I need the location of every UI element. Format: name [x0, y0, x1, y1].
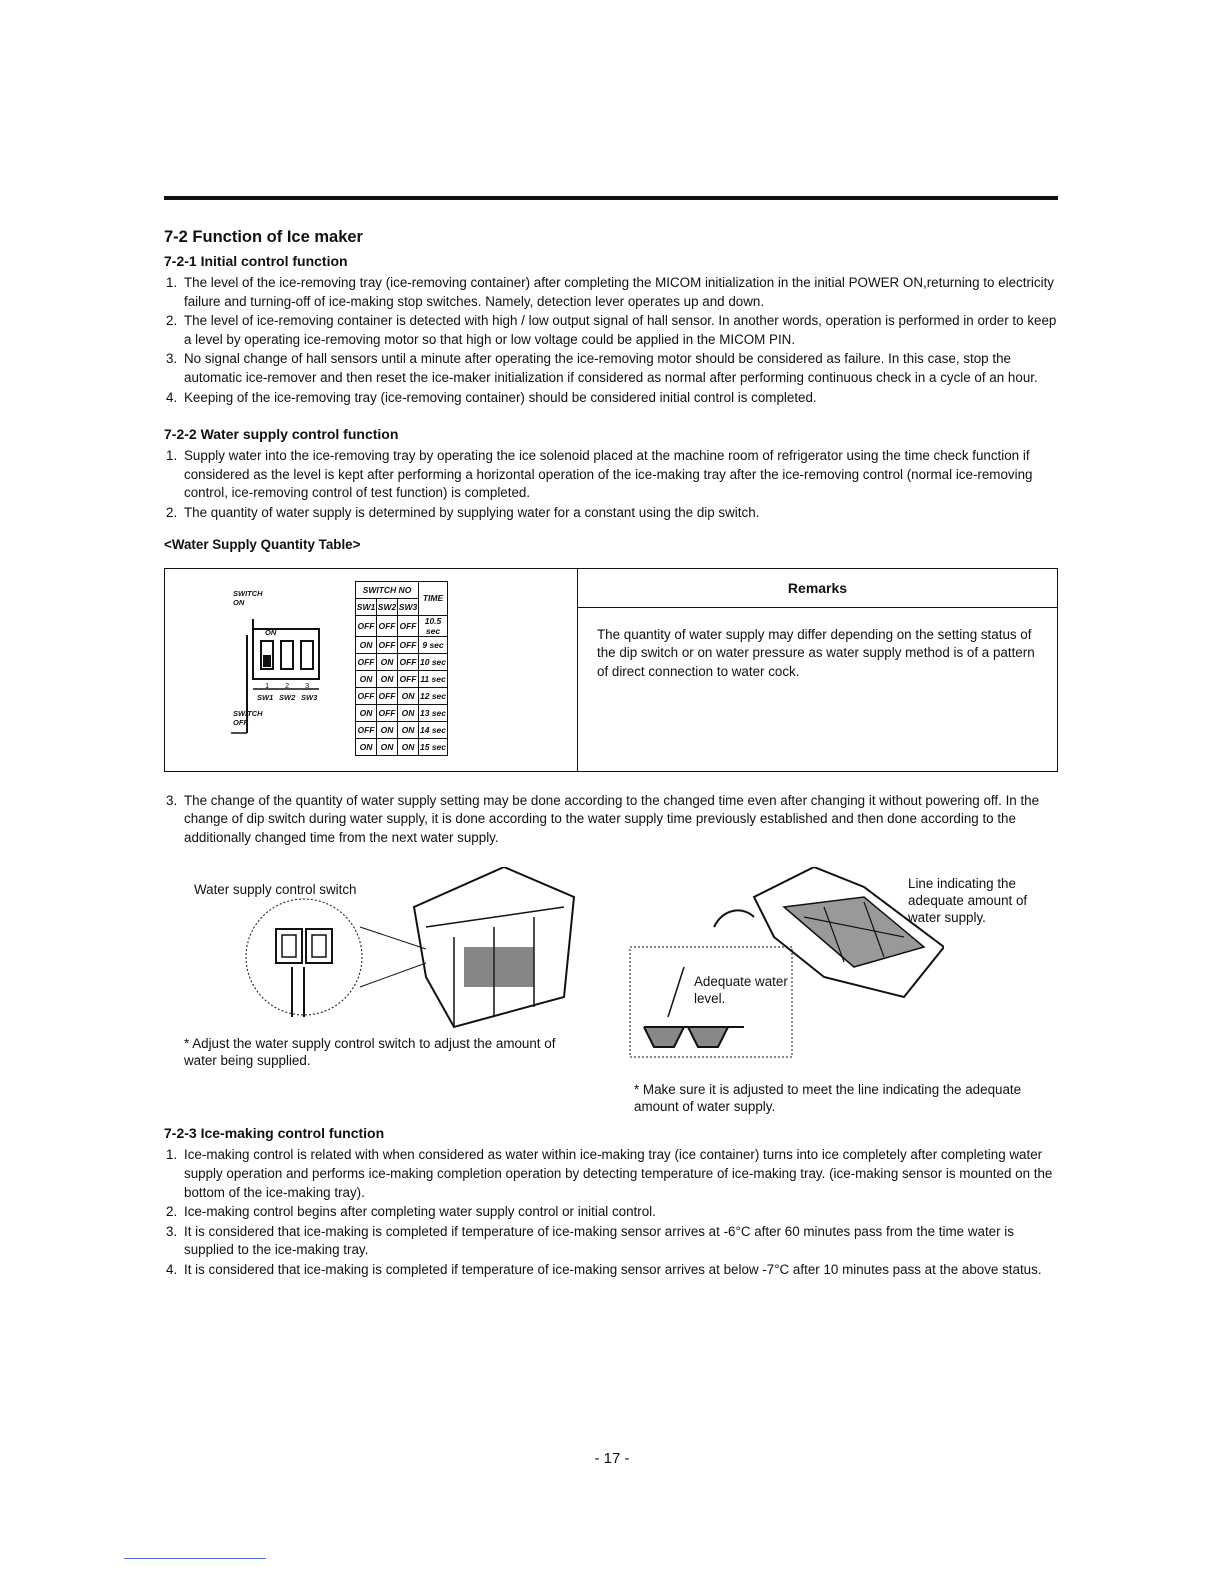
table-row: ON OFF ON 13 sec [356, 704, 448, 721]
remarks-heading: Remarks [578, 569, 1057, 608]
list-item: 1. Supply water into the ice-removing tray by operating the ice solenoid placed at the machine room of refrigerator using the time check function if considered as the level is kept after performing a horizontal operation of the ice-making tray after the ice-removing control (normal ice-removing control, ice-removing control of test function) is completed. [166, 448, 1033, 501]
switch-time-table: SWITCH NO TIME SW1 SW2 SW3 OFF OFF OFF 10.5 sec ON OFF OFF 9 sec OFF ON OFF 10 sec ON ON OFF 11 sec OFF OFF ON 12 sec ON OFF ON 13 sec OFF ON ON 14 sec ON ON ON 15 sec [355, 581, 448, 756]
subsection-title-water: 7-2-2 Water supply control function [164, 426, 399, 443]
list-item: 1. Ice-making control is related with when considered as water within ice-making tray (ice container) turns into ice completely after completing water supply operation and performs ice-making completion operation by detecting temperature of ice-making tray. (ice-making sensor is mounted on the bottom of the ice-making tray). [166, 1147, 1053, 1200]
switch-on-label: SWITCH ON [233, 588, 263, 607]
right-figure-caption: * Make sure it is adjusted to meet the line indicating the adequate amount of water supply. [634, 1082, 1022, 1115]
initial-control-list [164, 274, 1058, 407]
subsection-title-ice-making: 7-2-3 Ice-making control function [164, 1125, 385, 1142]
remarks-panel [578, 569, 1057, 771]
left-figure-caption: * Adjust the water supply control switch to adjust the amount of water being supplied. [184, 1036, 556, 1069]
list-item: 2. Ice-making control begins after completing water supply control or initial control. [166, 1204, 656, 1220]
table-row: ON ON OFF 11 sec [356, 670, 448, 687]
list-item: 4. Keeping of the ice-removing tray (ice-removing container) should be considered initial control is completed. [166, 389, 817, 405]
table-row: ON OFF OFF 9 sec [356, 636, 448, 653]
page-number: - 17 - [594, 1450, 630, 1467]
list-item: 2. The quantity of water supply is determined by supplying water for a constant using the dip switch. [166, 504, 760, 520]
list-item: 3. The change of the quantity of water supply setting may be done according to the changed time even after changing it without powering off. In the change of dip switch during water supply, it is done according to the water supply time previously established and then done according to the additionally changed time from the next water supply. [166, 792, 1040, 845]
table-row: ON ON ON 15 sec [356, 738, 448, 755]
time-header: TIME [419, 581, 448, 615]
switch-off-label: SWITCH OFF [233, 708, 263, 727]
table-row: OFF ON ON 14 sec [356, 721, 448, 738]
list-item: 2. The level of ice-removing container is detected with high / low output signal of hall sensor. In another words, operation is performed in order to keep a level by operating ice-removing motor so that high or low voltage could be applied in the MICOM PIN. [166, 313, 1057, 347]
page-content [164, 228, 1058, 1280]
list-item: 3. No signal change of hall sensors until a minute after operating the ice-removing motor should be considered as failure. In this case, stop the automatic ice-remover and then reset the ice-maker initialization if considered as normal after performing continuous check in a cycle of an hour. [166, 351, 1038, 385]
switch-no-header: SWITCH NO [356, 581, 419, 598]
section-title: 7-2 Function of Ice maker [164, 228, 363, 246]
dip-on-mark: ON [265, 627, 277, 637]
table-row: OFF OFF ON 12 sec [356, 687, 448, 704]
water-supply-switch-label: Water supply control switch [194, 882, 357, 898]
water-supply-quantity-table [164, 568, 1058, 772]
table-row: OFF OFF OFF 10.5 sec [356, 615, 448, 636]
dip-switch-diagram: SWITCH ON ON 1 2 3 SW1 SW2 SW3 SWITCH OFF [225, 589, 345, 759]
water-supply-list-continued [164, 792, 1058, 848]
list-item: 3. It is considered that ice-making is completed if temperature of ice-making sensor arrives at -6°C after 60 minutes pass from the time water is supplied to the ice-making tray. [166, 1223, 1014, 1258]
remarks-text: The quantity of water supply may differ depending on the setting status of the dip switch or on water pressure as water supply method is of a pattern of direct connection to water cock. [597, 626, 1035, 679]
water-supply-list [164, 447, 1058, 522]
list-item: 4. It is considered that ice-making is completed if temperature of ice-making sensor arrives at below -7°C after 10 minutes pass at the above status. [166, 1261, 1042, 1277]
ice-making-list [164, 1146, 1058, 1279]
table-row: OFF ON OFF 10 sec [356, 653, 448, 670]
adequate-water-level-label: Adequate water level. [694, 974, 788, 1007]
footer-line [124, 1558, 266, 1559]
list-item: 1. The level of the ice-removing tray (ice-removing container) after completing the MICOM initialization in the initial POWER ON,returning to electricity failure and turning-off of ice-making stop switches. Namely, detection lever operates up and down. [166, 275, 1054, 309]
figures [164, 857, 1058, 1115]
dip-switch-panel [165, 569, 578, 771]
ice-tray-illustration [624, 867, 944, 1067]
table-title: <Water Supply Quantity Table> [164, 536, 361, 552]
ice-maker-switch-illustration [164, 867, 584, 1047]
top-rule [164, 196, 1058, 200]
line-indicating-label: Line indicating the adequate amount of water supply. [908, 876, 1028, 926]
subsection-title-initial: 7-2-1 Initial control function [164, 253, 348, 269]
